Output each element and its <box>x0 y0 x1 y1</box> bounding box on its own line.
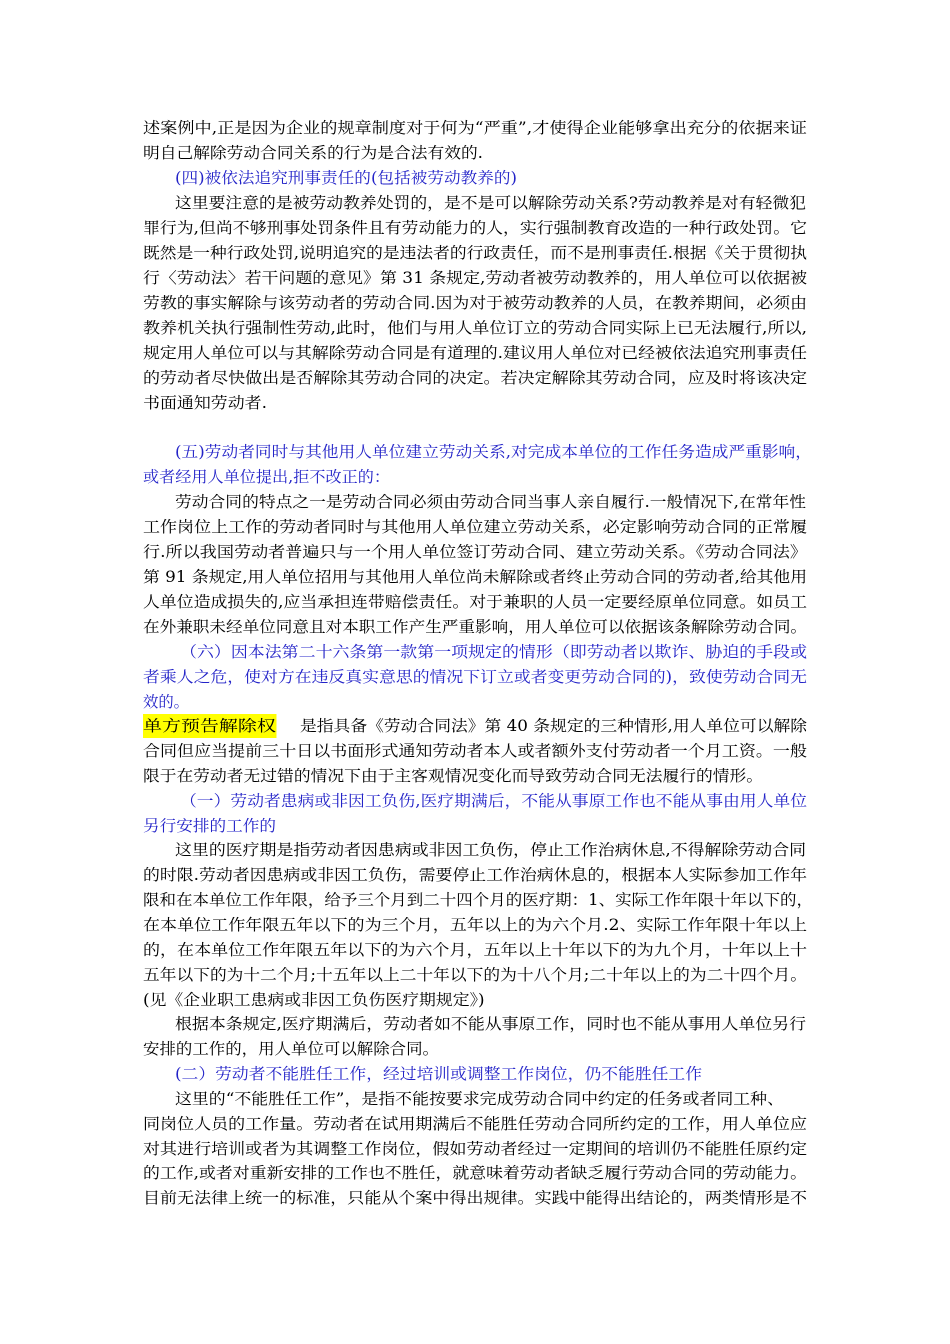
text-line <box>0 141 950 165</box>
body-text: 的工作,或者对重新安排的工作也不胜任，就意味着劳动者缺乏履行劳动合同的劳动能力。 <box>143 1164 807 1182</box>
body-text: 行〈劳动法〉若干问题的意见》第 31 条规定,劳动者被劳动教养的，用人单位可以依据被 <box>143 269 808 287</box>
body-text: 在外兼职未经单位同意且对本职工作产生严重影响，用人单位可以依据该条解除劳动合同。 <box>143 618 808 636</box>
body-text: 在本单位工作年限五年以下的为三个月，五年以上的为六个月.2、实际工作年限十年以上 <box>143 916 807 934</box>
text-line <box>0 1037 950 1061</box>
body-text: 工作岗位上工作的劳动者同时与其他用人单位建立劳动关系，必定影响劳动合同的正常履 <box>143 518 807 536</box>
section-heading-text: 效的。 <box>143 693 190 711</box>
text-line <box>0 266 950 290</box>
text-line <box>0 540 950 564</box>
text-line <box>0 615 950 639</box>
body-text: 教养机关执行强制性劳动,此时，他们与用人单位订立的劳动合同实际上已无法履行,所以, <box>143 319 807 337</box>
body-text: 行.所以我国劳动者普遍只与一个用人单位签订劳动合同、建立劳动关系。《劳动合同法》 <box>143 543 808 561</box>
body-text: 规定用人单位可以与其解除劳动合同是有道理的.建议用人单位对已经被依法追究刑事责任 <box>143 344 807 362</box>
text-line <box>0 714 950 738</box>
section-heading-text: 或者经用人单位提出,拒不改正的： <box>143 468 391 486</box>
body-text: 述案例中,正是因为企业的规章制度对于何为“严重”,才使得企业能够拿出充分的依据来证 <box>143 119 807 137</box>
body-text: 既然是一种行政处罚,说明追究的是违法者的行政责任，而不是刑事责任.根据《关于贯彻执 <box>143 244 807 262</box>
text-line <box>0 739 950 763</box>
section-heading-text: （一）劳动者患病或非因工负伤,医疗期满后，不能从事原工作也不能从事由用人单位 <box>180 792 808 810</box>
text-line <box>0 988 950 1012</box>
text-line <box>0 440 950 464</box>
text-line <box>0 241 950 265</box>
text-line <box>0 640 950 664</box>
text-line <box>0 938 950 962</box>
text-line <box>0 814 950 838</box>
text-line <box>0 690 950 714</box>
text-line <box>0 515 950 539</box>
section-heading-text: (二）劳动者不能胜任工作，经过培训或调整工作岗位，仍不能胜任工作 <box>175 1065 702 1083</box>
body-text: 劳动合同的特点之一是劳动合同必须由劳动合同当事人亲自履行.一般情况下,在常年性 <box>175 493 807 511</box>
section-heading-text: (四)被依法追究刑事责任的(包括被劳动教养的) <box>175 169 518 187</box>
text-line <box>0 1087 950 1111</box>
body-text: 安排的工作的，用人单位可以解除合同。 <box>143 1040 440 1058</box>
body-text: 劳教的事实解除与该劳动者的劳动合同.因为对于被劳动教养的人员，在教养期间，必须由 <box>143 294 807 312</box>
body-text: 第 91 条规定,用人单位招用与其他用人单位尚未解除或者终止劳动合同的劳动者,给其他用 <box>143 568 807 586</box>
text-line <box>0 888 950 912</box>
text-line <box>0 764 950 788</box>
text-line <box>0 465 950 489</box>
text-line <box>0 316 950 340</box>
text-line <box>0 565 950 589</box>
text-line <box>0 366 950 390</box>
text-line <box>0 191 950 215</box>
text-line <box>0 166 950 190</box>
text-line <box>0 863 950 887</box>
text-line <box>0 665 950 689</box>
text-line <box>0 838 950 862</box>
body-text: 限于在劳动者无过错的情况下由于主客观情况变化而导致劳动合同无法履行的情形。 <box>143 767 764 785</box>
body-text: 目前无法律上统一的标准，只能从个案中得出规律。实践中能得出结论的，两类情形是不 <box>143 1189 807 1207</box>
text-line <box>0 590 950 614</box>
body-text: 这里要注意的是被劳动教养处罚的，是不是可以解除劳动关系?劳动教养是对有轻微犯 <box>175 194 806 212</box>
section-heading-text: 另行安排的工作的 <box>143 817 277 835</box>
body-text: 这里的医疗期是指劳动者因患病或非因工负伤，停止工作治病休息,不得解除劳动合同 <box>175 841 807 859</box>
text-line <box>0 216 950 240</box>
text-line <box>0 1186 950 1210</box>
text-line <box>0 789 950 813</box>
text-line <box>0 1161 950 1185</box>
text-line <box>0 1012 950 1036</box>
section-heading-text: （六）因本法第二十六条第一款第一项规定的情形（即劳动者以欺诈、胁迫的手段或 <box>180 643 808 661</box>
section-heading-text: (五)劳动者同时与其他用人单位建立劳动关系,对完成本单位的工作任务造成严重影响， <box>175 443 813 461</box>
text-line <box>0 1062 950 1086</box>
body-text: 书面通知劳动者. <box>143 394 268 412</box>
body-text: 罪行为,但尚不够刑事处罚条件且有劳动能力的人，实行强制教育改造的一种行政处罚。它 <box>143 219 807 237</box>
body-text: 限和在本单位工作年限，给予三个月到二十四个月的医疗期：1、实际工作年限十年以下的， <box>143 891 813 909</box>
text-line <box>0 1137 950 1161</box>
body-text: 这里的“不能胜任工作”，是指不能按要求完成劳动合同中约定的任务或者同工种、 <box>175 1090 785 1108</box>
body-text: 对其进行培训或者为其调整工作岗位，假如劳动者经过一定期间的培训仍不能胜任原约定 <box>143 1140 807 1158</box>
body-text: 合同但应当提前三十日以书面形式通知劳动者本人或者额外支付劳动者一个月工资。一般 <box>143 742 807 760</box>
text-line <box>0 1112 950 1136</box>
section-heading-text: 者乘人之危，使对方在违反真实意思的情况下订立或者变更劳动合同的)，致使劳动合同无 <box>143 668 807 686</box>
text-line <box>0 291 950 315</box>
body-text: 的时限.劳动者因患病或非因工负伤，需要停止工作治病休息的，根据本人实际参加工作年 <box>143 866 807 884</box>
text-line <box>0 963 950 987</box>
body-text: 五年以下的为十二个月;十五年以上二十年以下的为十八个月;二十年以上的为二十四个月。 <box>143 966 808 984</box>
body-text: (见《企业职工患病或非因工负伤医疗期规定》) <box>143 991 485 1009</box>
body-text: 根据本条规定,医疗期满后，劳动者如不能从事原工作，同时也不能从事用人单位另行 <box>175 1015 807 1033</box>
body-text: 明自己解除劳动合同关系的行为是合法有效的. <box>143 144 484 162</box>
body-text: 的，在本单位工作年限五年以下的为六个月，五年以上十年以下的为九个月，十年以上十 <box>143 941 807 959</box>
body-text: 人单位造成损失的,应当承担连带赔偿责任。对于兼职的人员一定要经原单位同意。如员工 <box>143 593 807 611</box>
text-line <box>0 116 950 140</box>
highlighted-term: 单方预告解除权 <box>143 714 276 738</box>
body-text: 同岗位人员的工作量。劳动者在试用期满后不能胜任劳动合同所约定的工作，用人单位应 <box>143 1115 807 1133</box>
body-text: 的劳动者尽快做出是否解除其劳动合同的决定。若决定解除其劳动合同，应及时将该决定 <box>143 369 807 387</box>
body-text: 是指具备《劳动合同法》第 40 条规定的三种情形,用人单位可以解除 <box>300 717 808 735</box>
text-line <box>0 913 950 937</box>
text-line <box>0 341 950 365</box>
text-line <box>0 490 950 514</box>
text-line <box>0 391 950 415</box>
